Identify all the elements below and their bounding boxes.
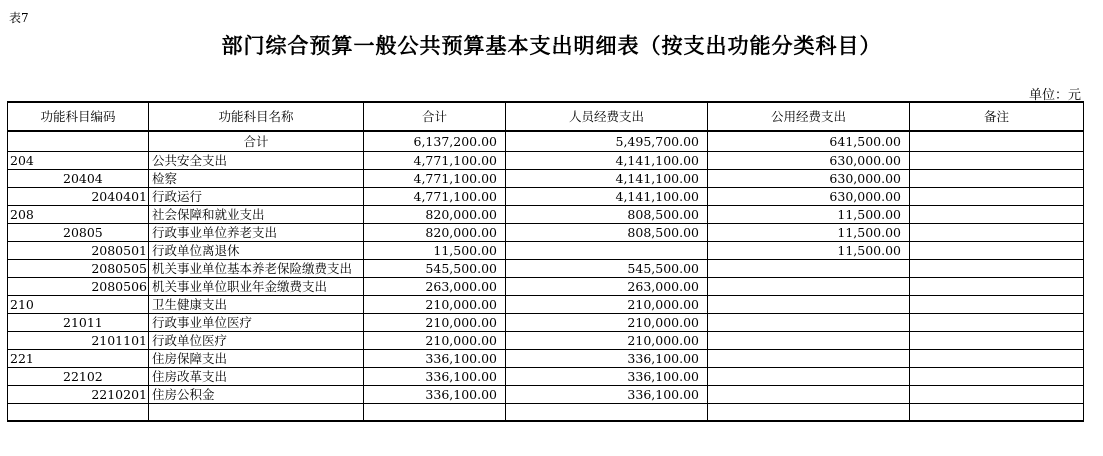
table-row <box>8 386 1084 404</box>
total-cell: 11,500.00 <box>364 242 506 260</box>
table-row <box>8 314 1084 332</box>
empty-row <box>8 404 1084 422</box>
name-cell: 检察 <box>149 170 364 188</box>
personnel-cell: 263,000.00 <box>506 278 708 296</box>
personnel-cell <box>506 242 708 260</box>
header-code: 功能科目编码 <box>8 102 149 131</box>
table-row <box>8 296 1084 314</box>
public-cell: 630,000.00 <box>708 188 910 206</box>
header-row <box>8 102 1084 131</box>
remark-cell <box>910 206 1084 224</box>
empty-cell <box>8 404 149 422</box>
name-cell: 行政事业单位养老支出 <box>149 224 364 242</box>
public-cell <box>708 260 910 278</box>
table-row <box>8 278 1084 296</box>
empty-cell <box>364 404 506 422</box>
empty-cell <box>149 404 364 422</box>
remark-cell <box>910 152 1084 170</box>
table-row <box>8 242 1084 260</box>
personnel-cell: 210,000.00 <box>506 314 708 332</box>
empty-cell <box>506 404 708 422</box>
table-row <box>8 188 1084 206</box>
header-remark: 备注 <box>910 102 1084 131</box>
remark-cell <box>910 296 1084 314</box>
total-cell: 210,000.00 <box>364 296 506 314</box>
name-cell: 住房改革支出 <box>149 368 364 386</box>
code-cell: 2210201 <box>8 386 149 404</box>
name-cell: 行政单位离退休 <box>149 242 364 260</box>
code-cell: 20805 <box>8 224 149 242</box>
total-name-cell: 合计 <box>149 131 364 152</box>
table-row <box>8 206 1084 224</box>
empty-cell <box>708 404 910 422</box>
header-personnel: 人员经费支出 <box>506 102 708 131</box>
total-public-cell: 641,500.00 <box>708 131 910 152</box>
name-cell: 住房保障支出 <box>149 350 364 368</box>
code-cell: 2080505 <box>8 260 149 278</box>
total-cell: 210,000.00 <box>364 332 506 350</box>
personnel-cell: 4,141,100.00 <box>506 188 708 206</box>
total-code-cell <box>8 131 149 152</box>
table-row <box>8 350 1084 368</box>
total-cell: 820,000.00 <box>364 224 506 242</box>
total-personnel-cell: 5,495,700.00 <box>506 131 708 152</box>
public-cell: 11,500.00 <box>708 224 910 242</box>
public-cell <box>708 314 910 332</box>
total-cell: 336,100.00 <box>364 386 506 404</box>
name-cell: 行政运行 <box>149 188 364 206</box>
code-cell: 204 <box>8 152 149 170</box>
public-cell: 630,000.00 <box>708 170 910 188</box>
unit-label: 单位：元 <box>1028 88 1081 103</box>
total-cell: 263,000.00 <box>364 278 506 296</box>
budget-table <box>7 101 1084 422</box>
remark-cell <box>910 260 1084 278</box>
personnel-cell: 808,500.00 <box>506 206 708 224</box>
name-cell: 公共安全支出 <box>149 152 364 170</box>
name-cell: 行政单位医疗 <box>149 332 364 350</box>
remark-cell <box>910 386 1084 404</box>
total-row <box>8 131 1084 152</box>
public-cell: 630,000.00 <box>708 152 910 170</box>
personnel-cell: 336,100.00 <box>506 350 708 368</box>
table-row <box>8 332 1084 350</box>
personnel-cell: 210,000.00 <box>506 296 708 314</box>
name-cell: 社会保障和就业支出 <box>149 206 364 224</box>
code-cell: 2040401 <box>8 188 149 206</box>
code-cell: 221 <box>8 350 149 368</box>
name-cell: 机关事业单位基本养老保险缴费支出 <box>149 260 364 278</box>
total-cell: 336,100.00 <box>364 350 506 368</box>
code-cell: 208 <box>8 206 149 224</box>
remark-cell <box>910 170 1084 188</box>
public-cell <box>708 296 910 314</box>
total-cell: 336,100.00 <box>364 368 506 386</box>
personnel-cell: 808,500.00 <box>506 224 708 242</box>
remark-cell <box>910 188 1084 206</box>
code-cell: 21011 <box>8 314 149 332</box>
personnel-cell: 336,100.00 <box>506 386 708 404</box>
remark-cell <box>910 332 1084 350</box>
total-amount-cell: 6,137,200.00 <box>364 131 506 152</box>
table-row <box>8 260 1084 278</box>
name-cell: 卫生健康支出 <box>149 296 364 314</box>
total-cell: 820,000.00 <box>364 206 506 224</box>
name-cell: 机关事业单位职业年金缴费支出 <box>149 278 364 296</box>
code-cell: 20404 <box>8 170 149 188</box>
empty-cell <box>910 404 1084 422</box>
personnel-cell: 210,000.00 <box>506 332 708 350</box>
total-cell: 4,771,100.00 <box>364 170 506 188</box>
remark-cell <box>910 314 1084 332</box>
public-cell <box>708 350 910 368</box>
remark-cell <box>910 350 1084 368</box>
remark-cell <box>910 242 1084 260</box>
public-cell: 11,500.00 <box>708 206 910 224</box>
personnel-cell: 4,141,100.00 <box>506 170 708 188</box>
personnel-cell: 4,141,100.00 <box>506 152 708 170</box>
code-cell: 2101101 <box>8 332 149 350</box>
table-row <box>8 224 1084 242</box>
public-cell <box>708 332 910 350</box>
code-cell: 2080506 <box>8 278 149 296</box>
public-cell <box>708 368 910 386</box>
personnel-cell: 545,500.00 <box>506 260 708 278</box>
header-public: 公用经费支出 <box>708 102 910 131</box>
header-name: 功能科目名称 <box>149 102 364 131</box>
total-cell: 210,000.00 <box>364 314 506 332</box>
total-remark-cell <box>910 131 1084 152</box>
code-cell: 210 <box>8 296 149 314</box>
total-cell: 4,771,100.00 <box>364 152 506 170</box>
remark-cell <box>910 368 1084 386</box>
header-total: 合计 <box>364 102 506 131</box>
table-number: 表7 <box>9 11 29 25</box>
code-cell: 2080501 <box>8 242 149 260</box>
public-cell <box>708 386 910 404</box>
personnel-cell: 336,100.00 <box>506 368 708 386</box>
name-cell: 住房公积金 <box>149 386 364 404</box>
name-cell: 行政事业单位医疗 <box>149 314 364 332</box>
total-cell: 4,771,100.00 <box>364 188 506 206</box>
table-row <box>8 368 1084 386</box>
public-cell <box>708 278 910 296</box>
remark-cell <box>910 278 1084 296</box>
remark-cell <box>910 224 1084 242</box>
table-row <box>8 170 1084 188</box>
page-title: 部门综合预算一般公共预算基本支出明细表（按支出功能分类科目） <box>221 34 882 58</box>
total-cell: 545,500.00 <box>364 260 506 278</box>
table-row <box>8 152 1084 170</box>
public-cell: 11,500.00 <box>708 242 910 260</box>
code-cell: 22102 <box>8 368 149 386</box>
